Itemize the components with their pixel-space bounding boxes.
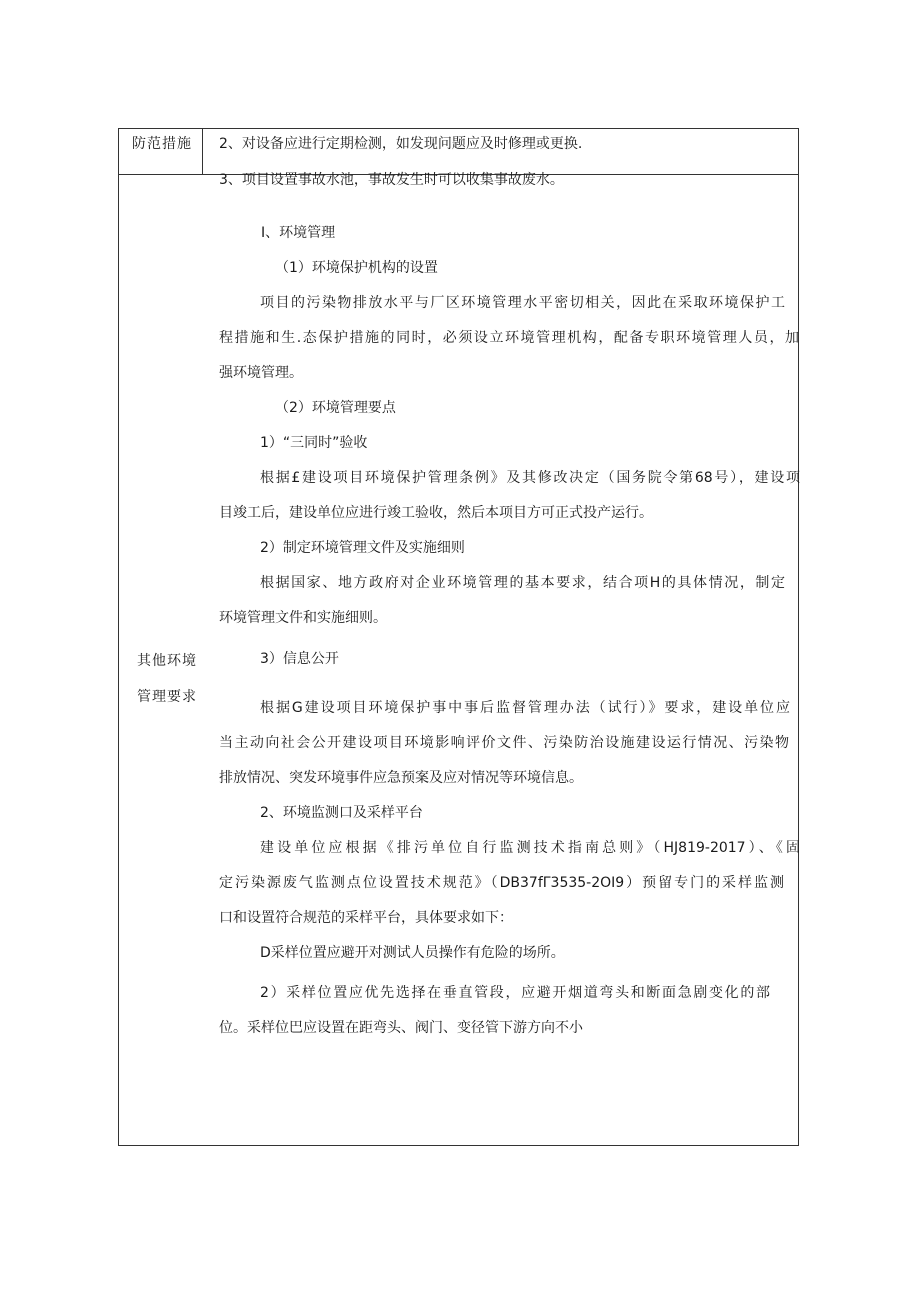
paragraph-line: 排放情况、突发环境事件应急预案及应对情况等环境信息。 xyxy=(219,770,583,786)
item-heading: 1）“三同时”验收 xyxy=(260,435,368,451)
paragraph-line: 目竣工后，建设单位应进行竣工验收，然后本项目方可正式投产运行。 xyxy=(219,505,653,521)
paragraph-line: 强环境管理。 xyxy=(219,365,303,381)
paragraph-line: 项目的污染物排放水平与厂区环境管理水平密切相关，因此在采取环境保护工 xyxy=(260,295,785,311)
column-divider xyxy=(202,129,203,174)
paragraph-line: 当主动向社会公开建设项目环境影响评价文件、污染防治设施建设运行情况、污染物 xyxy=(219,735,789,751)
paragraph-line: 建设单位应根据《排污单位自行监测技术指南总则》（HJ819-2017）、《固 xyxy=(260,840,800,856)
label-other-env-line1: 其他环境 xyxy=(137,653,197,669)
prevention-line-1: 2、对设备应进行定期检测，如发现问题应及时修理或更换. xyxy=(219,136,583,152)
paragraph-line: 2）采样位置应优先选择在垂直管段，应避开烟道弯头和断面急剧变化的部 xyxy=(260,985,770,1001)
item-heading: 3）信息公开 xyxy=(260,651,339,667)
paragraph-line: 位。采样位巴应设置在距弯头、阀门、变径管下游方向不小 xyxy=(219,1020,583,1036)
paragraph-line: 根据G建设项目环境保护事中事后监督管理办法（试行）》要求，建设单位应 xyxy=(260,700,790,716)
paragraph-line: 根据£建设项目环境保护管理条例》及其修改决定（国务院令第68号），建设项 xyxy=(260,470,800,486)
paragraph-line: 口和设置符合规范的采样平台，具体要求如下： xyxy=(219,910,513,926)
subsection-heading: （1）环境保护机构的设置 xyxy=(275,260,438,276)
paragraph-line: 环境管理文件和实施细则。 xyxy=(219,610,387,626)
label-prevention-measures: 防范措施 xyxy=(132,136,192,152)
subsection-heading: （2）环境管理要点 xyxy=(275,400,396,416)
paragraph-line: 定污染源废气监测点位设置技术规范》（DB37fΓ3535-2OI9）预留专门的采样监测 xyxy=(219,875,784,891)
section-heading: I、环境管理 xyxy=(261,225,336,241)
prevention-line-2: 3、项目设置事故水池，事故发生时可以收集事故废水。 xyxy=(219,172,564,188)
item-heading: 2）制定环境管理文件及实施细则 xyxy=(260,540,465,556)
paragraph-line: D采样位置应避开对测试人员操作有危险的场所。 xyxy=(260,945,565,961)
document-table xyxy=(118,128,799,1146)
paragraph-line: 根据国家、地方政府对企业环境管理的基本要求，结合项H的具体情况，制定 xyxy=(260,575,785,591)
paragraph-line: 程措施和生.态保护措施的同时，必须设立环境管理机构，配备专职环境管理人员，加 xyxy=(219,330,799,346)
section-heading: 2、环境监测口及采样平台 xyxy=(260,805,423,821)
label-other-env-line2: 管理要求 xyxy=(137,689,197,705)
